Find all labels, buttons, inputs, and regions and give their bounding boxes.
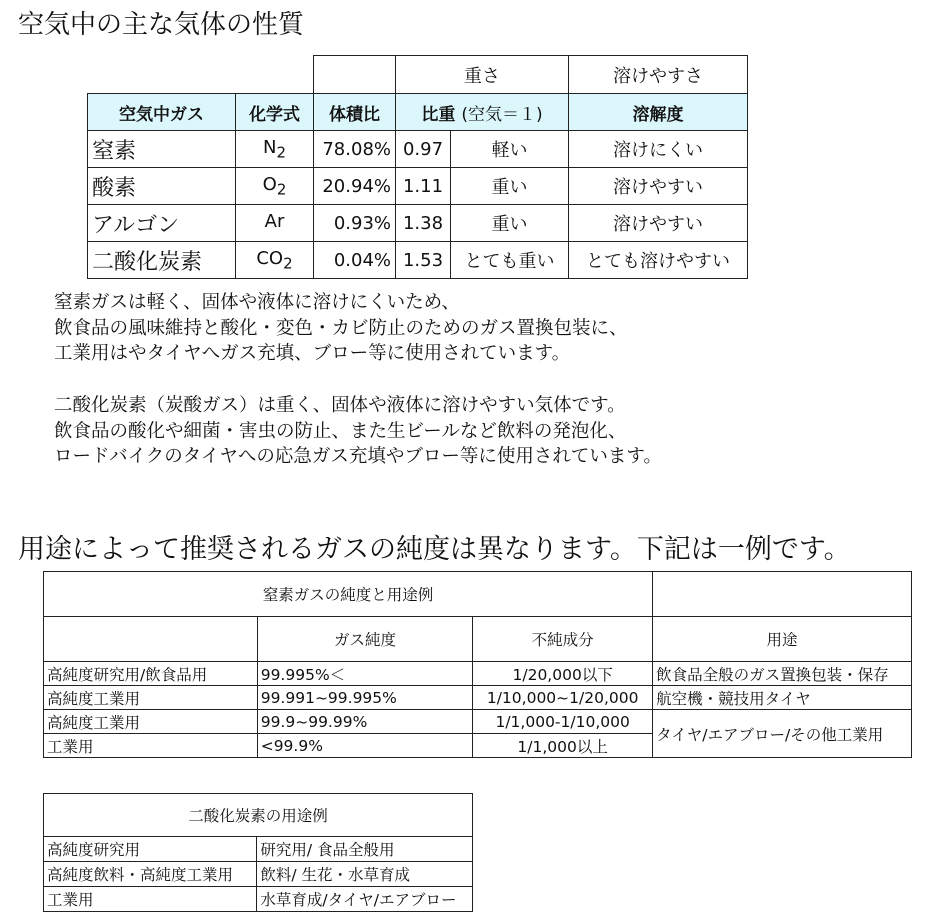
header-volume: 体積比 [314,94,396,131]
purity-cell: 99.9~99.99% [257,710,473,734]
header-solubility: 溶解度 [569,94,748,131]
gas-properties-table [87,55,748,279]
use-cell: 飲食品全般のガス置換包装・保存 [653,662,912,686]
formula-base: Ar [264,210,285,232]
solubility-group-header: 溶けやすさ [569,56,748,94]
impurity-cell: 1/20,000以下 [473,662,653,686]
nitrogen-purity-table [43,571,912,758]
gas-volume: 0.93% [314,205,396,242]
paragraph-line: 飲食品の風味維持と酸化・変色・カビ防止のためのガス置換包装に、 [54,317,628,339]
section-title: 用途によって推奨されるガスの純度は異なります。下記は一例です。 [18,534,851,565]
gas-gravity: 1.53 [396,242,451,279]
purity-cell: <99.9% [257,734,473,758]
gas-weight: 重い [451,205,569,242]
formula-subscript: 2 [283,254,293,273]
table-row [88,131,748,168]
paragraph-line: 飲食品の酸化や細菌・害虫の防止、また生ビールなど飲料の発泡化、 [54,420,627,442]
impurity-cell: 1/1,000以上 [473,734,653,758]
gas-formula [236,168,314,205]
caption-row [44,572,912,617]
gas-name: 二酸化炭素 [88,242,236,279]
gas-solubility: 溶けやすい [569,205,748,242]
formula-subscript: 2 [276,180,287,199]
header-row [44,617,912,662]
grade-cell: 高純度工業用 [44,686,258,710]
table-row [44,686,912,710]
grade-cell: 工業用 [44,887,257,912]
gas-volume: 20.94% [314,168,396,205]
gas-formula [236,242,314,279]
gas-weight: 重い [451,168,569,205]
co2-description [54,393,662,470]
blank-cell [314,56,396,94]
paragraph-line: 二酸化炭素（炭酸ガス）は重く、固体や液体に溶けやすい気体です。 [54,395,626,416]
grade-cell: 高純度研究用 [44,837,257,862]
gas-formula [236,205,314,242]
grade-cell: 高純度飲料・高純度工業用 [44,862,257,887]
grade-cell: 工業用 [44,734,258,758]
use-cell: 研究用/ 食品全般用 [257,837,473,862]
gas-name: 窒素 [88,131,236,168]
blank-cell [653,572,912,617]
gas-solubility: 溶けやすい [569,168,748,205]
table-row [44,862,473,887]
gas-gravity: 1.38 [396,205,451,242]
purity-cell: 99.995%＜ [257,662,473,686]
co2-use-table [43,793,473,912]
table-row [44,710,912,734]
use-cell: タイヤ/エアブロー/その他工業用 [653,710,912,758]
formula-base: O [262,173,277,195]
header-use: 用途 [653,617,912,662]
gas-name: アルゴン [88,205,236,242]
table-row [44,887,473,912]
group-header-row [88,56,748,94]
formula-subscript: 2 [276,143,286,162]
header-gravity [396,94,569,131]
gas-gravity: 1.11 [396,168,451,205]
table-row [88,168,748,205]
column-header-row [88,94,748,131]
purity-cell: 99.991~99.995% [257,686,473,710]
gas-solubility: 溶けにくい [569,131,748,168]
table-row [44,837,473,862]
gas-weight: とても重い [451,242,569,279]
header-gravity-note: (空気＝１) [461,104,543,125]
gas-solubility: とても溶けやすい [569,242,748,279]
gas-volume: 0.04% [314,242,396,279]
paragraph-line: ロードバイクのタイヤへの応急ガス充填やブロー等に使用されています。 [54,446,662,467]
grade-cell: 高純度研究用/飲食品用 [44,662,258,686]
gas-weight: 軽い [451,131,569,168]
header-blank [44,617,258,662]
caption-row [44,794,473,837]
impurity-cell: 1/10,000~1/20,000 [473,686,653,710]
formula-base: N [262,136,277,158]
table-row [88,205,748,242]
gas-formula [236,131,314,168]
header-purity: ガス純度 [257,617,473,662]
impurity-cell: 1/1,000-1/10,000 [473,710,653,734]
use-cell: 航空機・競技用タイヤ [653,686,912,710]
gas-gravity: 0.97 [396,131,451,168]
formula-base: CO [256,247,284,269]
header-gravity-label: 比重 [421,104,456,125]
paragraph-line: 窒素ガスは軽く、固体や液体に溶けにくいため、 [54,292,460,313]
table-row [88,242,748,279]
table-row [44,662,912,686]
header-formula: 化学式 [236,94,314,131]
page-title: 空気中の主な気体の性質 [18,10,305,40]
table-caption: 窒素ガスの純度と用途例 [44,572,653,617]
header-gas: 空気中ガス [88,94,236,131]
nitrogen-description [54,290,628,367]
grade-cell: 高純度工業用 [44,710,258,734]
gas-name: 酸素 [88,168,236,205]
paragraph-line: 工業用はやタイヤへガス充填、ブロー等に使用されています。 [54,343,571,364]
gas-volume: 78.08% [314,131,396,168]
weight-group-header: 重さ [396,56,569,94]
use-cell: 水草育成/タイヤ/エアブロー [257,887,473,912]
table-caption: 二酸化炭素の用途例 [44,794,473,837]
use-cell: 飲料/ 生花・水草育成 [257,862,473,887]
header-impurity: 不純成分 [473,617,653,662]
